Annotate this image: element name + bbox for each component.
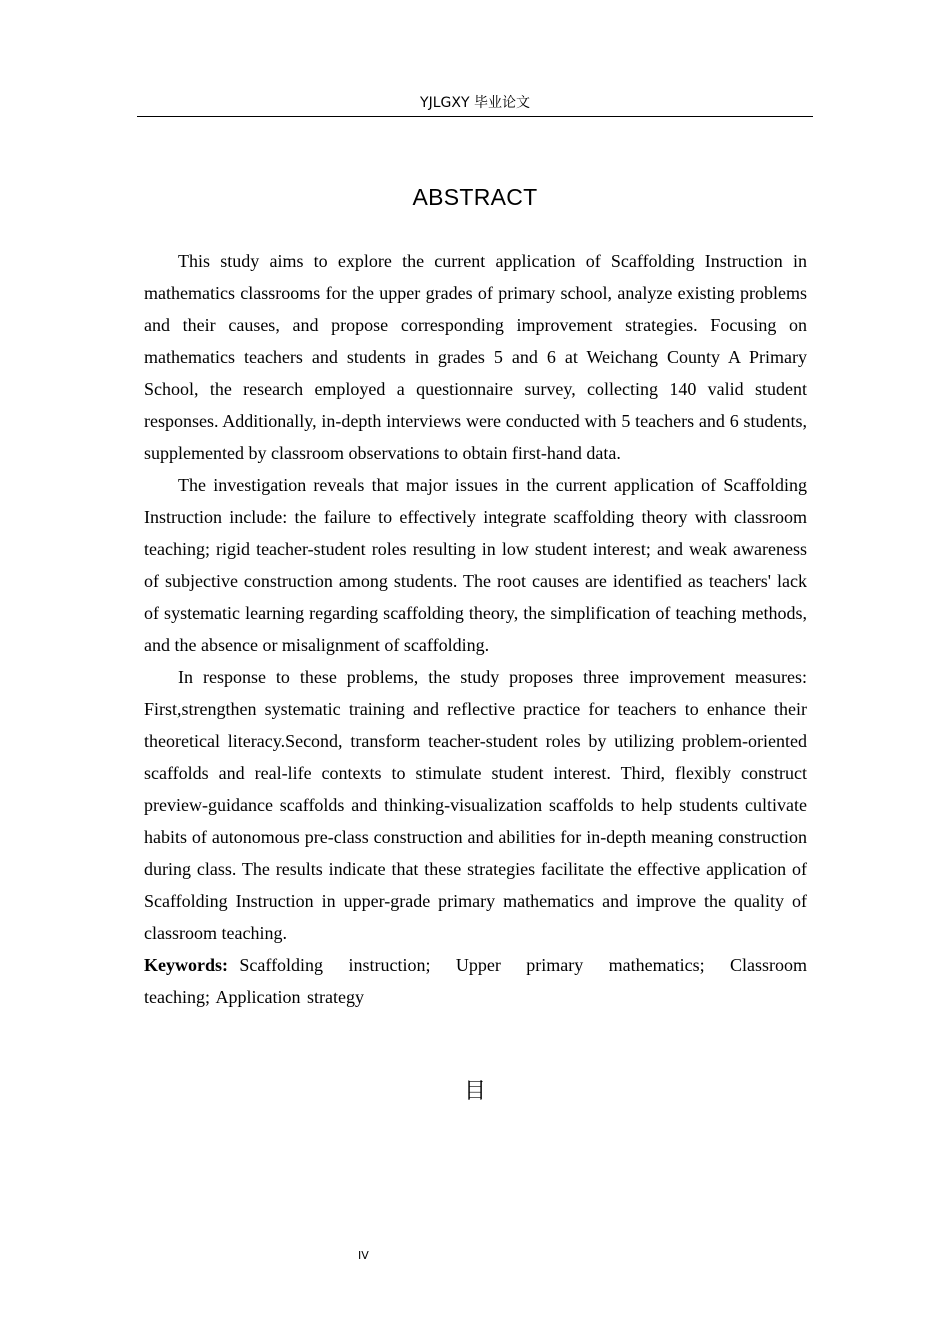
keywords-text <box>144 955 807 1007</box>
next-section-title: 目 <box>463 1079 486 1104</box>
keywords-tail: teaching; Application strategy <box>144 987 364 1007</box>
page-header <box>137 92 813 117</box>
abstract-paragraph-1: This study aims to explore the current application of Scaffolding Instruction in mathematics classrooms for the upper grades of primary school, analyze existing problems and their causes, and propose corresponding improvement strategies. Focusing on mathematics teachers and students in grades 5 and 6 at Weichang County A Primary School, the research employed a questionnaire survey, collecting 140 valid student responses. Additionally, in-depth interviews were conducted with 5 teachers and 6 students, supplemented by classroom observations to obtain first-hand data. <box>144 251 807 463</box>
keywords-label: Keywords: <box>144 955 228 975</box>
header-text: YJLGXY 毕业论文 <box>420 95 530 111</box>
abstract-title: ABSTRACT <box>412 184 538 210</box>
page-number: IV <box>358 1249 369 1262</box>
abstract-paragraph-3: In response to these problems, the study proposes three improvement measures: First,strengthen systematic training and reflective practice for teachers to enhance their theoretical literacy.Second, transform teacher-student roles by utilizing problem-oriented scaffolds and real-life contexts to stimulate student interest. Third, flexibly construct preview-guidance scaffolds and thinking-visualization scaffolds to help students cultivate habits of autonomous pre-class construction and abilities for in-depth meaning construction during class. The results indicate that these strategies facilitate the effective application of Scaffolding Instruction in upper-grade primary mathematics and improve the quality of classroom teaching. <box>144 667 807 943</box>
keywords-line <box>144 949 807 1013</box>
abstract-paragraph-2: The investigation reveals that major issues in the current application of Scaffolding Instruction include: the failure to effectively integrate scaffolding theory with classroom teaching; rigid teacher-student roles resulting in low student interest; and weak awareness of subjective construction among students. The root causes are identified as teachers' lack of systematic learning regarding scaffolding theory, the simplification of teaching methods, and the absence or misalignment of scaffolding. <box>144 475 807 655</box>
keywords-main: Scaffolding instruction; Upper primary mathematics; Classroom <box>239 955 808 975</box>
abstract-body <box>144 245 807 1013</box>
